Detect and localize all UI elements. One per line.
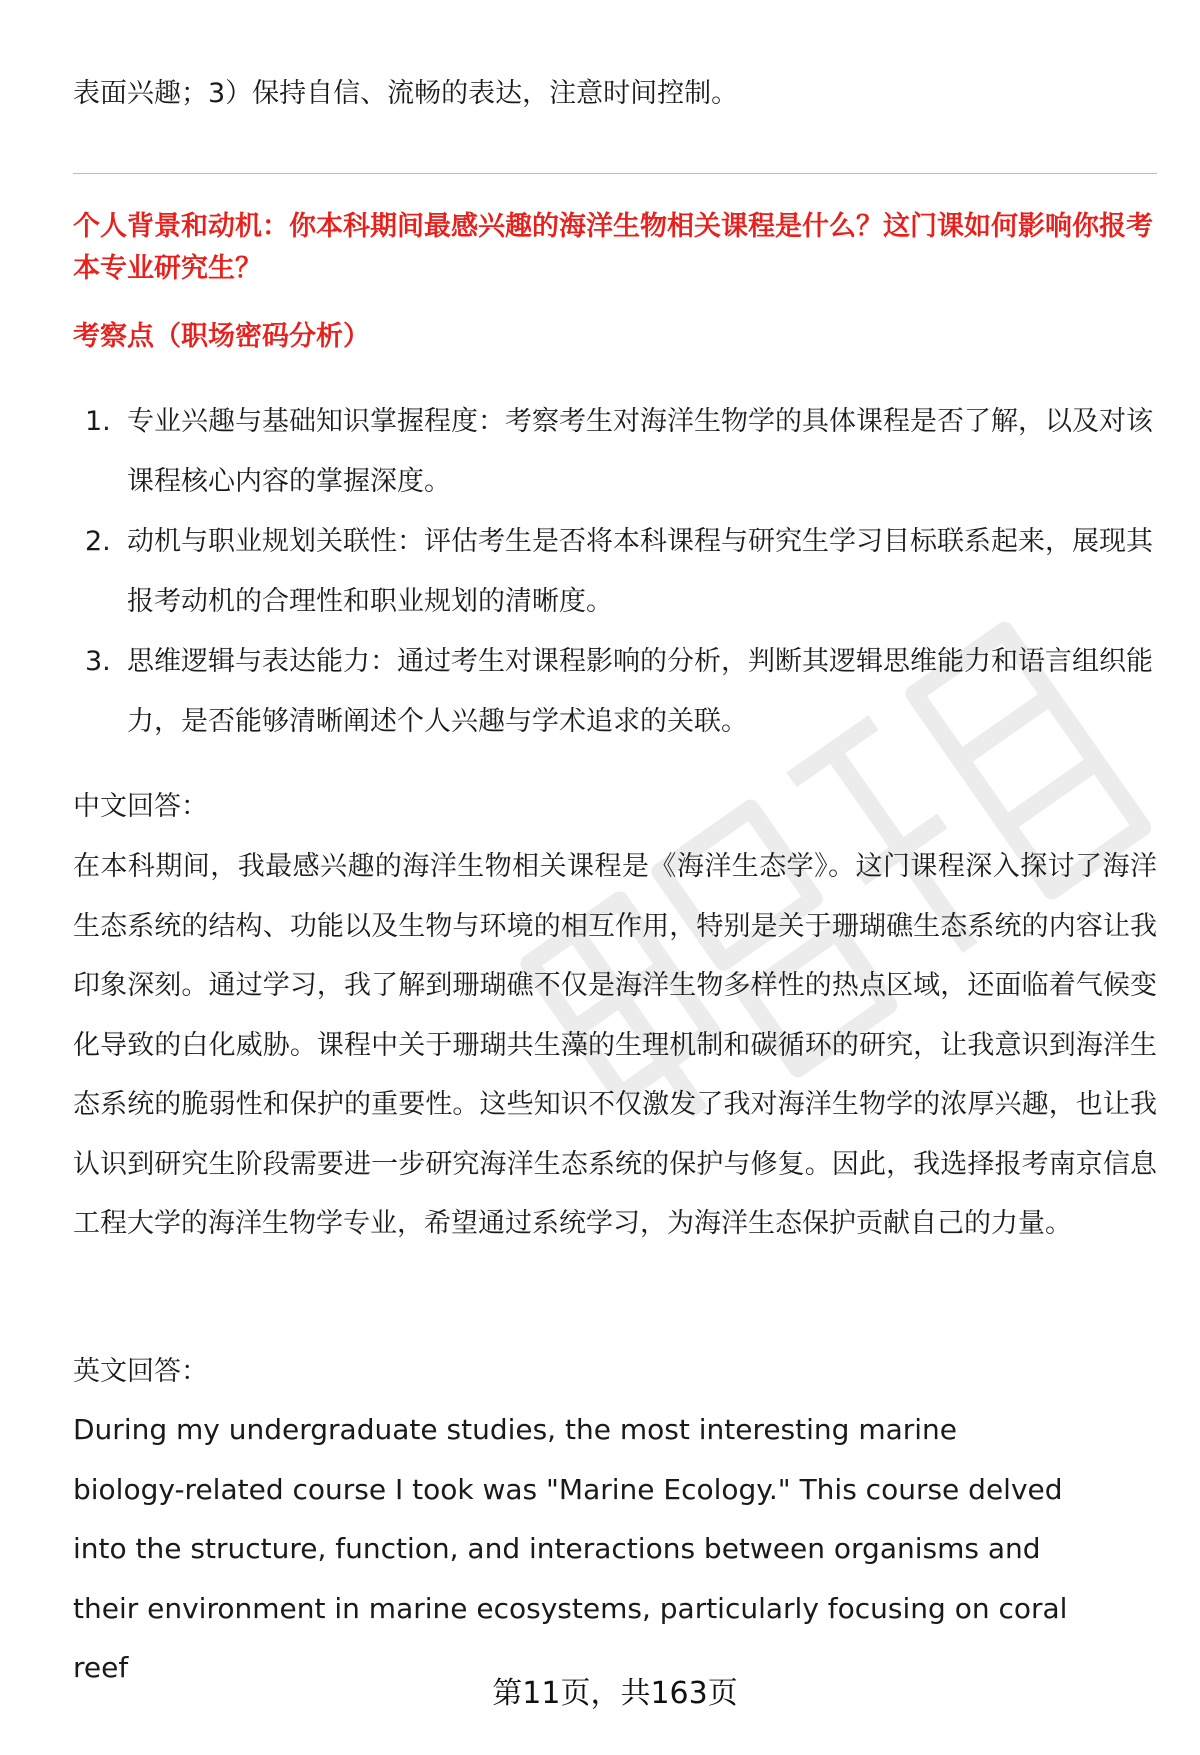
page-number-footer: 第11页，共163页 [492,1676,738,1711]
section-divider [73,173,1157,174]
list-item-number: 1. [85,406,111,437]
english-answer-label: 英文回答： [73,1356,208,1387]
english-answer-text: During my undergraduate studies, the most interesting marine biology-related course I took was "Marine Ecology." This course delved into the structure, function, and interactions between organisms and their environment in marine ecosystems, particularly focusing on coral reef [73,1413,1068,1684]
list-item [73,632,1157,752]
list-item-number: 3. [85,646,111,677]
chinese-answer-text: 在本科期间，我最感兴趣的海洋生物相关课程是《海洋生态学》。这门课程深入探讨了海洋生态系统的结构、功能以及生物与环境的相互作用，特别是关于珊瑚礁生态系统的内容让我印象深刻。通过学习，我了解到珊瑚礁不仅是海洋生物多样性的热点区域，还面临着气候变化导致的白化威胁。课程中关于珊瑚共生藻的生理机制和碳循环的研究，让我意识到海洋生态系统的脆弱性和保护的重要性。这些知识不仅激发了我对海洋生物学的浓厚兴趣，也让我认识到研究生阶段需要进一步研究海洋生态系统的保护与修复。因此，我选择报考南京信息工程大学的海洋生物学专业，希望通过系统学习，为海洋生态保护贡献自己的力量。 [73,851,1157,1239]
continuation-text: 表面兴趣；3）保持自信、流畅的表达，注意时间控制。 [73,78,739,109]
list-item-number: 2. [85,526,111,557]
document-page [73,0,1157,1755]
list-item-text: 动机与职业规划关联性：评估考生是否将本科课程与研究生学习目标联系起来，展现其报考动机的合理性和职业规划的清晰度。 [127,526,1153,617]
chinese-answer-label: 中文回答： [73,791,208,822]
list-item-text: 专业兴趣与基础知识掌握程度：考察考生对海洋生物学的具体课程是否了解，以及对该课程核心内容的掌握深度。 [127,406,1153,497]
list-item-text: 思维逻辑与表达能力：通过考生对课程影响的分析，判断其逻辑思维能力和语言组织能力，是否能够清晰阐述个人兴趣与学术追求的关联。 [127,646,1153,737]
list-item [73,392,1157,512]
interview-question: 个人背景和动机：你本科期间最感兴趣的海洋生物相关课程是什么？这门课如何影响你报考本专业研究生？ [73,211,1153,284]
list-item [73,512,1157,632]
assessment-points-list [73,392,1157,752]
assessment-heading: 考察点（职场密码分析） [73,321,370,352]
